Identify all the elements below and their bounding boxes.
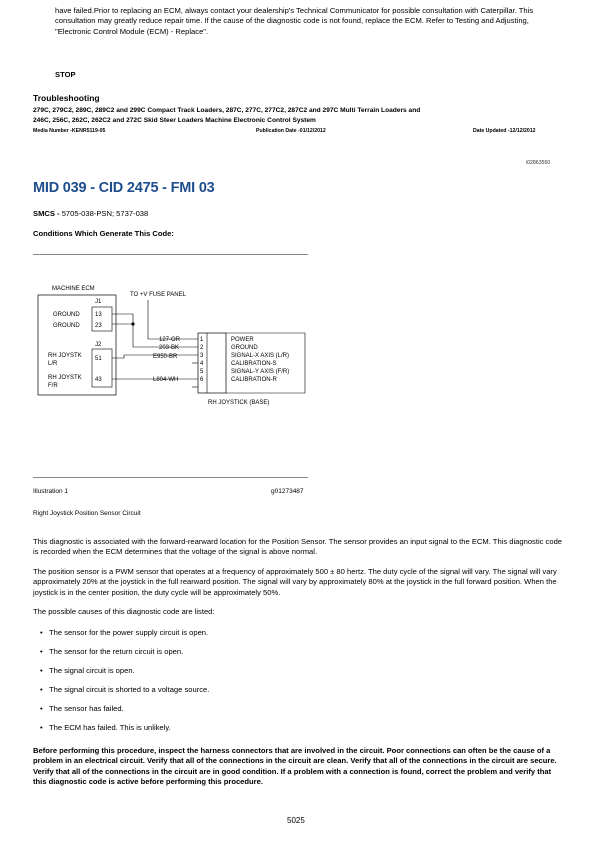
joystick-pin-1: 1 [200,337,204,343]
wire-127-or: 127-OR [159,337,181,343]
illustration-label: Illustration 1 [33,488,69,495]
continued-text: have failed.Prior to replacing an ECM, always contact your dealership's Technical Communicator for possible consultation with Caterpillar. This consultation may greatly reduce repair time. If the cause of the diagnostic code is not found, replace the ECM. Refer to Testing and Adjusting, "Electronic Control Module (ECM) - Replace". [55,6,534,36]
illustration-id: g01273487 [271,488,304,495]
ecm-pin-23: 23 [95,323,102,329]
page-title: MID 039 - CID 2475 - FMI 03 [33,180,215,196]
ecm-pin-13-name: GROUND [53,312,80,318]
joystick-pin-6-name: CALIBRATION-R [231,377,277,383]
joystick-pin-1-name: POWER [231,337,254,343]
wire-e950-br: E950-BR [153,354,178,360]
joystick-pin-2-name: GROUND [231,345,258,351]
joystick-pin-5-name: SIGNAL-Y AXIS (F/R) [231,369,290,375]
models-line-2: 246C, 256C, 262C, 262C2 and 272C Skid Steer Loaders Machine Electronic Control System [33,116,316,124]
paragraph-1: This diagnostic is associated with the forward-rearward location for the Position Sensor. The sensor provides an input signal to the ECM. This diagnostic code is recorded when the ECM determines that the voltage of the signal is above normal. [33,537,563,557]
section-heading: Troubleshooting [33,93,100,103]
list-item: • The ECM has failed. This is unlikely. [38,723,558,742]
list-item: • The sensor has failed. [38,704,558,723]
joystick-pin-6: 6 [200,377,204,383]
j1-label: J1 [95,299,102,305]
joystick-pin-3: 3 [200,353,204,359]
joystick-pin-4-name: CALIBRATION-S [231,361,277,367]
conditions-heading: Conditions Which Generate This Code: [33,229,174,238]
warning-paragraph: Before performing this procedure, inspect the harness connectors that are involved in the circuit. Poor connections can often be the cause of a problem in an electrical circuit. Verify that all of the connections in the circuit are clean. Verify that all of the connections in the circuit are secure. Verify that all of the connections in the circuit are in good condition. If a problem with a connection is found, correct the problem and verify that this diagnostic code is active before performing this procedure. [33,746,557,786]
ecm-pin-51-name: RH JOYSTK [48,353,82,359]
diagram-bottom-rule [33,477,308,478]
list-item: • The signal circuit is open. [38,666,558,685]
publication-date: Publication Date -01/12/2012 [256,128,326,134]
ecm-pin-43-name: RH JOYSTK [48,375,82,381]
joystick-pin-4: 4 [200,361,204,367]
page-number: 5025 [287,816,305,825]
joystick-pin-5: 5 [200,369,204,375]
paragraph-2: The position sensor is a PWM sensor that operates at a frequency of approximately 500 ± 80 hertz. The duty cycle of the signal will vary. The signal will vary approximately 20% at the joystick in the full rearward position. The signal will vary by approximately 80% at the joystick in the full forward position. When the joystick is in the center position, the duty cycle will be approximately 50%. [33,567,557,597]
causes-list [38,628,558,742]
date-updated: Date Updated -12/12/2012 [473,128,536,134]
smcs-value: 5705-038-PSN; 5737-038 [61,209,149,218]
fuse-label: TO +V FUSE PANEL [130,292,186,298]
list-item: • The sensor for the return circuit is open. [38,647,558,666]
ecm-pin-13: 13 [95,312,102,318]
wire-l804-wh: L804-WH [153,377,179,383]
models-line-1: 279C, 279C2, 289C, 289C2 and 299C Compact Track Loaders, 287C, 277C, 277C2, 287C2 and 297C Multi Terrain Loaders and [33,107,421,114]
ecm-pin-23-name: GROUND [53,323,80,329]
stop-label: STOP [55,70,76,79]
illustration-caption: Right Joystick Position Sensor Circuit [33,510,141,517]
smcs-label: SMCS - [33,209,60,218]
joystick-label: RH JOYSTICK (BASE) [208,400,270,406]
list-item: • The sensor for the power supply circuit is open. [38,628,558,647]
ecm-pin-43: 43 [95,377,102,383]
media-number: Media Number -KENR5119-05 [33,128,106,134]
j2-label: J2 [95,342,102,348]
wire-203-bk: 203-BK [159,345,180,351]
joystick-pin-3-name: SIGNAL-X AXIS (L/R) [231,353,290,359]
paragraph-3: The possible causes of this diagnostic code are listed: [33,607,215,616]
joystick-pin-2: 2 [200,345,204,351]
document-id: i02863550 [526,160,551,166]
ecm-pin-43-name-2: F/R [48,383,58,389]
ecm-label: MACHINE ECM [52,286,95,292]
ecm-pin-51-name-2: L/R [48,361,58,367]
list-item: • The signal circuit is shorted to a voltage source. [38,685,558,704]
ecm-pin-51: 51 [95,356,102,362]
